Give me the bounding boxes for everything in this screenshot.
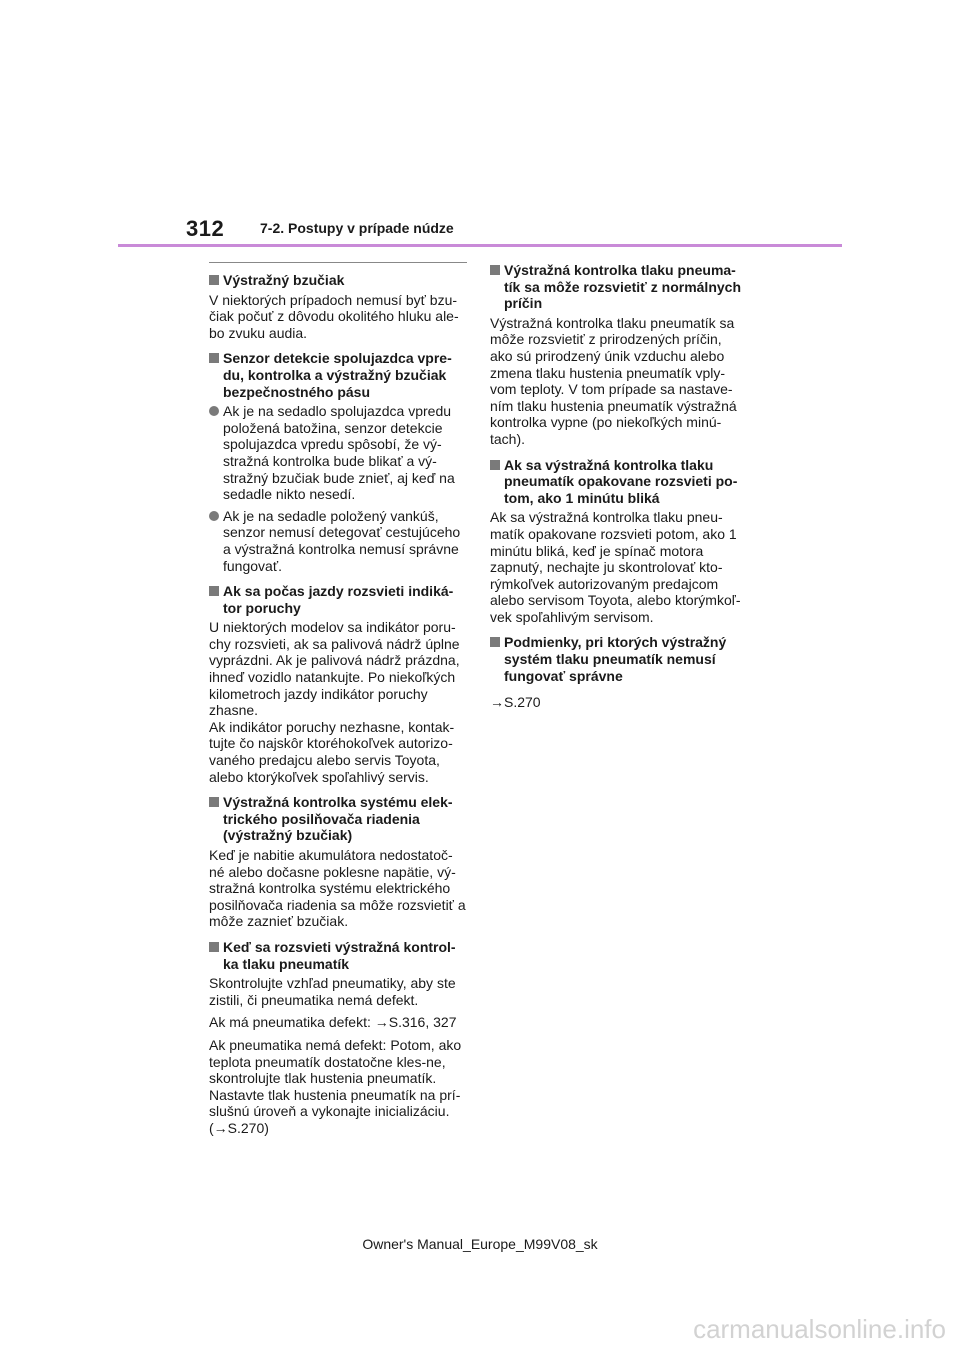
section-heading: Ak sa počas jazdy rozsvieti indiká-tor poruchy — [209, 583, 467, 616]
section-heading: Ak sa výstražná kontrolka tlaku pneumatík opakovane rozsvieti po-tom, ako 1 minútu bliká — [490, 457, 748, 507]
section-heading: Keď sa rozsvieti výstražná kontrol-ka tlaku pneumatík — [209, 939, 467, 972]
square-marker-icon — [490, 637, 500, 647]
page-number: 312 — [186, 216, 225, 241]
section-eps-warning — [209, 794, 467, 930]
paragraph: Keď je nabitie akumulátora nedostatoč-né alebo dočasne poklesne napätie, vý-stražná kontrolka systému elektrického posilňovača riadenia sa môže rozsvietiť a môže zaznieť bzučiak. — [209, 847, 466, 930]
square-marker-icon — [209, 275, 219, 285]
section-malfunction-indicator — [209, 583, 467, 785]
watermark-logo: carmanualsonline.info — [693, 1314, 946, 1344]
bullet-item: Ak je na sedadlo spolujazdca vpredu položená batožina, senzor detekcie spolujazdca vpredu spôsobí, že vý-stražná kontrolka bude blikať a vý-stražný bzučiak bude znieť, aj keď na sedadle nikto nesedí. — [209, 403, 467, 503]
paragraph: U niektorých modelov sa indikátor poru-chy rozsvieti, ak sa palivová nádrž úplne vyprázdni. Ak je palivová nádrž prázdna, ihneď vozidlo natankujte. Po niekoľkých kilometroch jazdy indikátor poruchy zhasne. — [209, 619, 460, 719]
paragraph: Skontrolujte vzhľad pneumatiky, aby ste zistili, či pneumatika nemá defekt. — [209, 975, 456, 1008]
section-tire-pressure-light — [209, 939, 467, 1137]
circle-bullet-icon — [209, 406, 219, 416]
section-repeated-blinking — [490, 457, 748, 626]
section-passenger-sensor — [209, 350, 467, 574]
circle-bullet-icon — [209, 511, 219, 521]
section-normal-causes — [490, 262, 748, 448]
paragraph: Ak pneumatika nemá defekt: Potom, ako teplota pneumatík dostatočne kles-ne, skontrolujte tlak hustenia pneumatík. Nastavte tlak hustenia pneumatík na prí-slušnú úroveň a vykonajte inicializáciu. (→S.270) — [209, 1036, 462, 1136]
paragraph: Výstražná kontrolka tlaku pneumatík sa môže rozsvietiť z prirodzených príčin, ako sú prirodzený únik vzduchu alebo zmena tlaku hustenia pneumatík vply-vom teploty. V tom prípade sa nastave-ním tlaku hustenia pneumatík výstražná kontrolka vypne (po niekoľkých minú-tach). — [490, 314, 737, 447]
right-column — [490, 262, 748, 720]
chapter-title: 7-2. Postupy v prípade núdze — [260, 220, 454, 236]
section-conditions — [490, 634, 748, 710]
section-heading: Výstražný bzučiak — [209, 272, 467, 289]
section-heading: Podmienky, pri ktorých výstražný systém tlaku pneumatík nemusí fungovať správne — [490, 634, 748, 684]
header-rule — [118, 244, 842, 247]
cross-reference[interactable]: Ak má pneumatika defekt: →S.316, 327 — [209, 1014, 457, 1031]
square-marker-icon — [490, 265, 500, 275]
footer-text: Owner's Manual_Europe_M99V08_sk — [362, 1236, 598, 1252]
paragraph: Ak indikátor poruchy nezhasne, kontak-tujte čo najskôr ktoréhokoľvek autorizo-vaného predajcu alebo servis Toyota, alebo ktorýkoľvek spoľahlivý servis. — [209, 718, 455, 785]
section-separator — [209, 262, 467, 263]
square-marker-icon — [209, 586, 219, 596]
section-warning-buzzer — [209, 272, 467, 341]
square-marker-icon — [490, 460, 500, 470]
cross-reference[interactable]: →S.270 — [490, 694, 541, 711]
left-column — [209, 262, 467, 1146]
square-marker-icon — [209, 797, 219, 807]
paragraph: Ak sa výstražná kontrolka tlaku pneu-matík opakovane rozsvieti potom, ako 1 minútu bliká, keď je spínač motora zapnutý, nechajte ju skontrolovať kto-rýmkoľvek autorizovaným predajcom alebo servisom Toyota, alebo ktorýmkoľ-vek spoľahlivým servisom. — [490, 509, 741, 625]
bullet-item: Ak je na sedadle položený vankúš, senzor nemusí detegovať cestujúceho a výstražná kontrolka nemusí správne fungovať. — [209, 508, 467, 574]
section-heading: Výstražná kontrolka systému elek-trického posilňovača riadenia (výstražný bzučiak) — [209, 794, 467, 844]
square-marker-icon — [209, 942, 219, 952]
square-marker-icon — [209, 353, 219, 363]
paragraph: V niektorých prípadoch nemusí byť bzu-čiak počuť z dôvodu okolitého hluku ale-bo zvuku audia. — [209, 291, 459, 341]
section-heading: Výstražná kontrolka tlaku pneuma-tík sa môže rozsvietiť z normálnych príčin — [490, 262, 748, 312]
section-heading: Senzor detekcie spolujazdca vpre-du, kontrolka a výstražný bzučiak bezpečnostného pásu — [209, 350, 467, 400]
